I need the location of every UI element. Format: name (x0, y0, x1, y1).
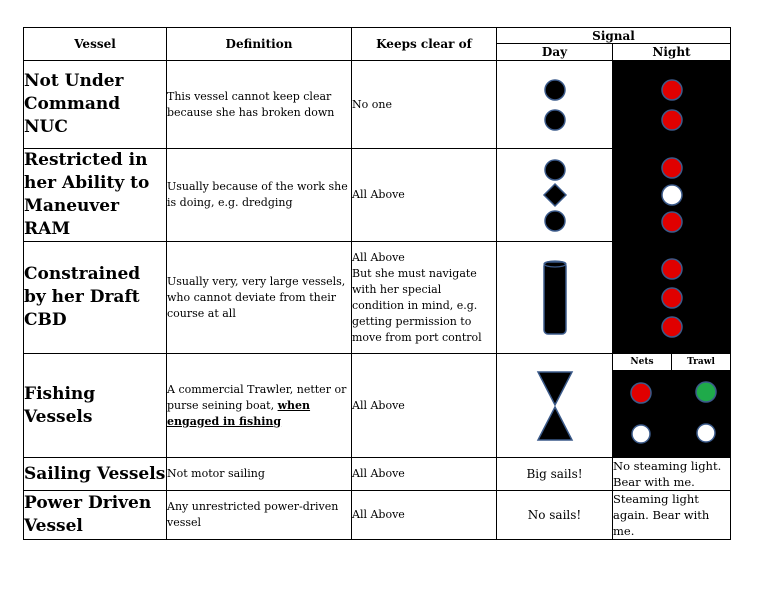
night-signal-text: No steaming light. Bear with me. (613, 458, 731, 491)
day-shapes-nuc (540, 75, 570, 135)
night-lights-ram (657, 155, 687, 235)
header-night: Night (613, 44, 731, 61)
row-nuc (24, 61, 731, 149)
row-fishing (24, 354, 731, 458)
white-light-icon (662, 185, 682, 205)
header-signal: Signal (497, 28, 731, 44)
night-lights-fishing (614, 371, 730, 457)
cone-down-icon (538, 372, 572, 405)
green-light-icon (696, 382, 716, 402)
header-day: Day (497, 44, 613, 61)
black-ball-icon (545, 80, 565, 100)
header-keeps-clear: Keeps clear of (352, 28, 497, 61)
definition-cell: Usually very, very large vessels, who cannot deviate from their course at all (167, 242, 352, 354)
keeps-clear-cell: All Above (352, 149, 497, 242)
night-signal-cell (613, 354, 731, 458)
day-signal-text: No sails! (497, 491, 613, 540)
white-light-icon (697, 424, 715, 442)
red-light-icon (662, 212, 682, 232)
red-light-icon (662, 158, 682, 178)
keeps-clear-cell: No one (352, 61, 497, 149)
day-signal-text: Big sails! (497, 458, 613, 491)
subheader-trawl: Trawl (672, 354, 730, 370)
vessel-name: Constrained by her Draft CBD (24, 242, 167, 354)
night-lights-cbd (657, 256, 687, 340)
row-cbd (24, 242, 731, 354)
vessel-name: Power Driven Vessel (24, 491, 167, 540)
white-light-icon (632, 425, 650, 443)
day-shapes-fishing (535, 369, 575, 443)
keeps-clear-cell: All Above (352, 491, 497, 540)
definition-cell: Usually because of the work she is doing, e.g. dredging (167, 149, 352, 242)
red-light-icon (662, 288, 682, 308)
night-subheader (613, 354, 730, 371)
vessel-name: Restricted in her Ability to Maneuver RAM (24, 149, 167, 242)
day-signal-cell (497, 242, 613, 354)
day-signal-cell (497, 61, 613, 149)
cone-up-icon (538, 407, 572, 440)
header-vessel: Vessel (24, 28, 167, 61)
definition-cell: A commercial Trawler, netter or purse seining boat, when engaged in fishing (167, 354, 352, 458)
black-ball-icon (545, 110, 565, 130)
red-light-icon (662, 110, 682, 130)
night-signal-cell (613, 242, 731, 354)
header-definition: Definition (167, 28, 352, 61)
day-signal-cell (497, 354, 613, 458)
red-light-icon (631, 383, 651, 403)
keeps-clear-cell: All Above (352, 458, 497, 491)
vessel-name: Fishing Vessels (24, 354, 167, 458)
row-power-driven (24, 491, 731, 540)
black-cylinder-icon (544, 262, 566, 334)
red-light-icon (662, 80, 682, 100)
night-lights-nuc (657, 75, 687, 135)
definition-cell: Any unrestricted power-driven vessel (167, 491, 352, 540)
subheader-nets: Nets (613, 354, 672, 370)
black-ball-icon (545, 160, 565, 180)
day-signal-cell (497, 149, 613, 242)
vessel-signals-table (23, 27, 731, 540)
definition-cell: This vessel cannot keep clear because she has broken down (167, 61, 352, 149)
red-light-icon (662, 317, 682, 337)
keeps-clear-cell: All Above But she must navigate with her special condition in mind, e.g. getting permission to move from port control (352, 242, 497, 354)
row-sailing (24, 458, 731, 491)
night-signal-text: Steaming light again. Bear with me. (613, 491, 731, 540)
black-diamond-icon (544, 184, 566, 206)
day-shapes-cbd (540, 258, 570, 338)
black-ball-icon (545, 211, 565, 231)
vessel-name: Not Under Command NUC (24, 61, 167, 149)
night-signal-cell (613, 61, 731, 149)
red-light-icon (662, 259, 682, 279)
night-signal-cell (613, 149, 731, 242)
vessel-name: Sailing Vessels (24, 458, 167, 491)
keeps-clear-cell: All Above (352, 354, 497, 458)
day-shapes-ram (540, 157, 570, 233)
row-ram (24, 149, 731, 242)
definition-cell: Not motor sailing (167, 458, 352, 491)
